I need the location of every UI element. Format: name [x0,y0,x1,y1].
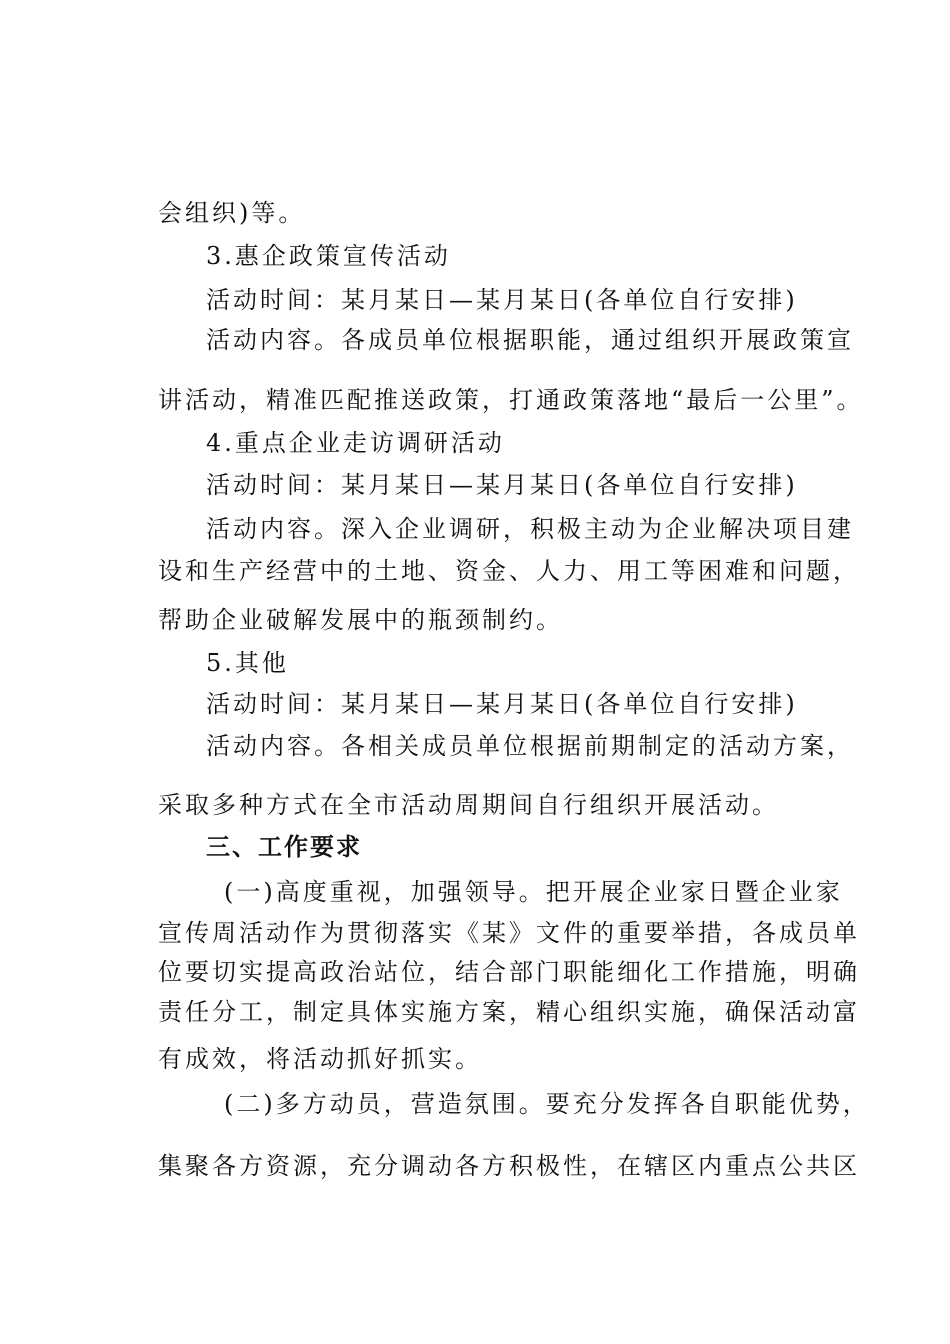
text-line: 设和生产经营中的土地、资金、人力、用工等困难和问题， [158,557,860,585]
paragraph-start: (一)高度重视，加强领导。把开展企业家日暨企业家 [224,878,843,906]
activity-time: 活动时间：某月某日—某月某日(各单位自行安排) [206,690,798,718]
text-line: 位要切实提高政治站位，结合部门职能细化工作措施，明确 [158,958,860,986]
section-item-heading: 5.其他 [206,649,289,677]
activity-time: 活动时间：某月某日—某月某日(各单位自行安排) [206,471,798,499]
section-item-heading: 4.重点企业走访调研活动 [206,429,505,457]
activity-time: 活动时间：某月某日—某月某日(各单位自行安排) [206,286,798,314]
section-heading: 三、工作要求 [206,833,362,861]
text-line: 集聚各方资源，充分调动各方积极性，在辖区内重点公共区 [158,1152,860,1180]
text-line: 会组织)等。 [158,199,306,227]
text-line: 宣传周活动作为贯彻落实《某》文件的重要举措，各成员单 [158,919,860,947]
text-line: 采取多种方式在全市活动周期间自行组织开展活动。 [158,791,779,819]
activity-content: 活动内容。各相关成员单位根据前期制定的活动方案， [206,732,854,760]
section-item-heading: 3.惠企政策宣传活动 [206,242,451,270]
text-line: 帮助企业破解发展中的瓶颈制约。 [158,606,563,634]
activity-content: 活动内容。深入企业调研，积极主动为企业解决项目建 [206,515,854,543]
paragraph-start: (二)多方动员，营造氛围。要充分发挥各自职能优势， [224,1090,870,1118]
text-line: 讲活动，精准匹配推送政策，打通政策落地“最后一公里”。 [158,386,864,414]
activity-content: 活动内容。各成员单位根据职能，通过组织开展政策宣 [206,326,854,354]
text-line: 有成效，将活动抓好抓实。 [158,1045,482,1073]
text-line: 责任分工，制定具体实施方案，精心组织实施，确保活动富 [158,998,860,1026]
